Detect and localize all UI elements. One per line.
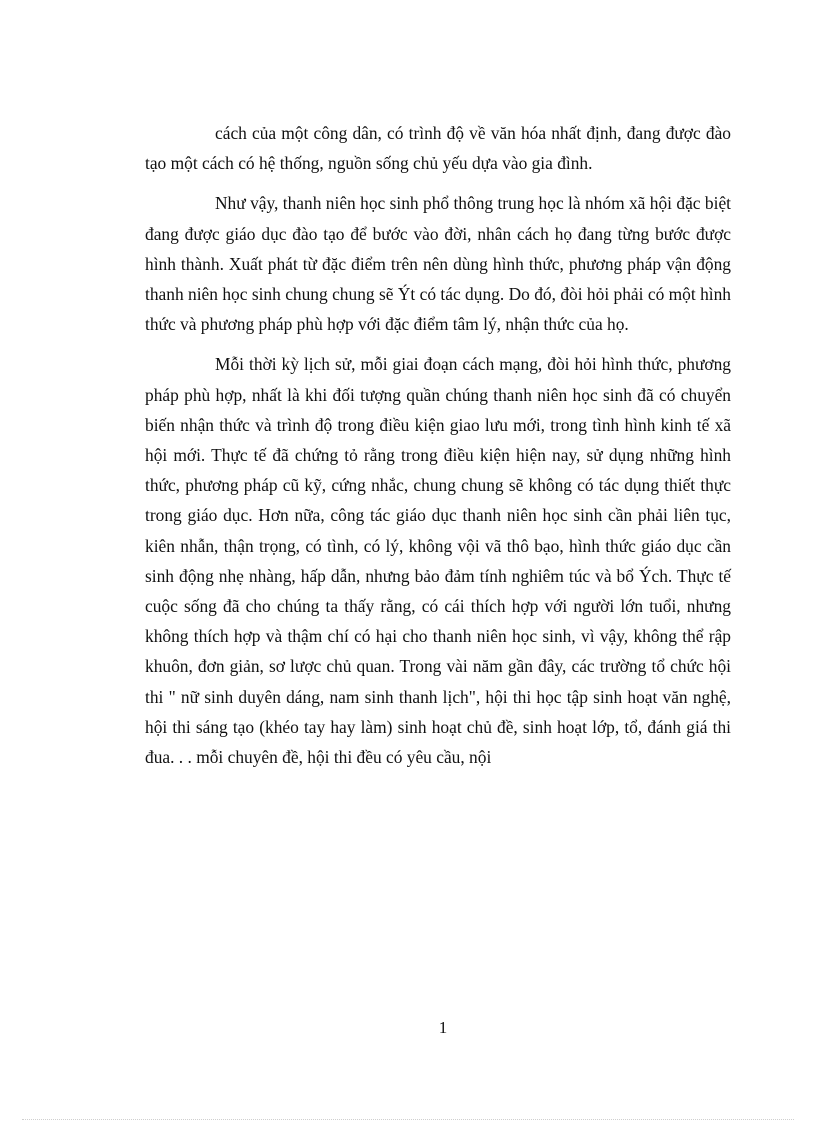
paragraph-1: cách của một công dân, có trình độ về văn hóa nhất định, đang được đào tạo một cách có hệ thống, nguồn sống chủ yếu dựa vào gia đình.	[145, 123, 731, 174]
page-bottom-divider	[22, 1119, 794, 1120]
paragraph-2: Như vậy, thanh niên học sinh phổ thông trung học là nhóm xã hội đặc biệt đang được giáo dục đào tạo để bước vào đời, nhân cách họ đang từng bước được hình thành. Xuất phát từ đặc điểm trên nên dùng hình thức, phương pháp vận động thanh niên học sinh chung chung sẽ Ýt có tác dụng. Do đó, đòi hỏi phải có một hình thức và phương pháp phù hợp với đặc điểm tâm lý, nhận thức của họ.	[145, 193, 731, 335]
paragraph-3: Mỗi thời kỳ lịch sử, mỗi giai đoạn cách mạng, đòi hỏi hình thức, phương pháp phù hợp, nhất là khi đối tượng quần chúng thanh niên học sinh đã có chuyển biến nhận thức và trình độ trong điều kiện giao lưu mới, trong tình hình kinh tế xã hội mới. Thực tế đã chứng tỏ rằng trong điều kiện hiện nay, sử dụng những hình thức, phương pháp cũ kỹ, cứng nhắc, chung chung sẽ không có tác dụng thiết thực trong giáo dục. Hơn nữa, công tác giáo dục thanh niên học sinh cần phải liên tục, kiên nhẫn, thận trọng, có tình, có lý, không vội vã thô bạo, hình thức giáo dục cần sinh động nhẹ nhàng, hấp dẫn, nhưng bảo đảm tính nghiêm túc và bổ Ých. Thực tế cuộc sống đã cho chúng ta thấy rằng, có cái thích hợp với người lớn tuổi, nhưng không thích hợp và thậm chí có hại cho thanh niên học sinh, vì vậy, không thể rập khuôn, đơn giản, sơ lược chủ quan. Trong vài năm gần đây, các trường tổ chức hội thi " nữ sinh duyên dáng, nam sinh thanh lịch", hội thi học tập sinh hoạt văn nghệ, hội thi sáng tạo (khéo tay hay làm) sinh hoạt chủ đề, sinh hoạt lớp, tổ, đánh giá thi đua. . . mỗi chuyên đề, hội thi đều có yêu cầu, nội	[145, 354, 731, 768]
body-text	[145, 118, 731, 772]
page-number: 1	[438, 1018, 448, 1037]
